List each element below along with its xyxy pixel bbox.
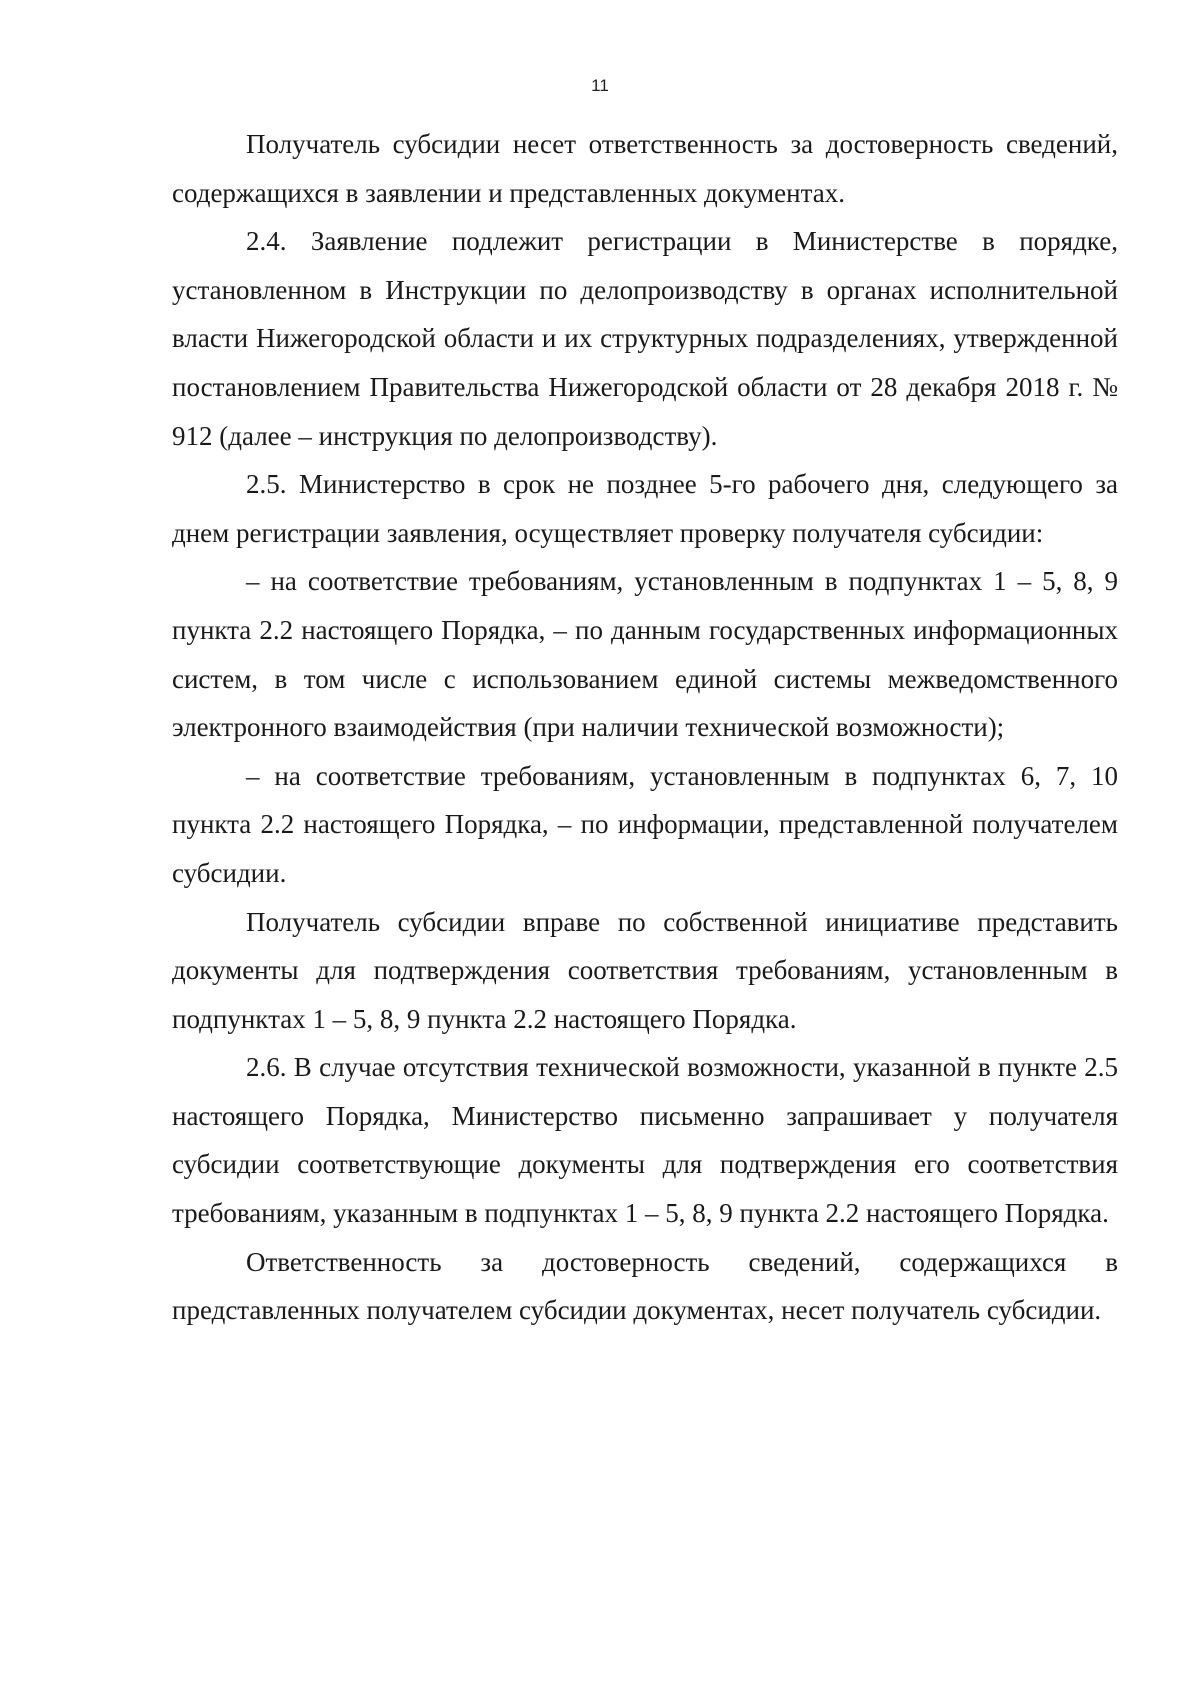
paragraph-2-6-written-request: 2.6. В случае отсутствия технической возможности, указанной в пункте 2.5 настоящего Порядка, Министерство письменно запрашивает у получателя субсидии соответствующие документы для подтверждения его соответствия требованиям, указанным в подпунктах 1 – 5, 8, 9 пункта 2.2 настоящего Порядка.	[172, 1052, 1118, 1229]
paragraph-documents-responsibility: Ответственность за достоверность сведений, содержащихся в представленных получателем субсидии документах, несет получатель субсидии.	[172, 1246, 1118, 1326]
paragraph-recipient-responsibility: Получатель субсидии несет ответственность за достоверность сведений, содержащихся в заявлении и представленных документах.	[172, 129, 1118, 208]
paragraph-check-state-systems: – на соответствие требованиям, установленным в подпунктах 1 – 5, 8, 9 пункта 2.2 настоящего Порядка, – по данным государственных информационных систем, в том числе с использованием единой системы межведомственного электронного взаимодействия (при наличии технической возможности);	[172, 566, 1118, 743]
paragraph-own-initiative: Получатель субсидии вправе по собственной инициативе представить документы для подтверждения соответствия требованиям, установленным в подпунктах 1 – 5, 8, 9 пункта 2.2 настоящего Порядка.	[172, 906, 1118, 1034]
page-number: 11	[591, 76, 609, 95]
paragraph-2-4-registration: 2.4. Заявление подлежит регистрации в Министерстве в порядке, установленном в Инструкции по делопроизводству в органах исполнительной власти Нижегородской области и их структурных подразделениях, утвержденной постановлением Правительства Нижегородской области от 28 декабря 2018 г. № 912 (далее – инструкция по делопроизводству).	[172, 226, 1118, 451]
paragraph-2-5-verification: 2.5. Министерство в срок не позднее 5-го рабочего дня, следующего за днем регистрации заявления, осуществляет проверку получателя субсидии:	[172, 469, 1118, 548]
paragraph-check-recipient-info: – на соответствие требованиям, установленным в подпунктах 6, 7, 10 пункта 2.2 настоящего Порядка, – по информации, представленной получателем субсидии.	[172, 760, 1118, 888]
document-body	[172, 120, 1118, 1335]
